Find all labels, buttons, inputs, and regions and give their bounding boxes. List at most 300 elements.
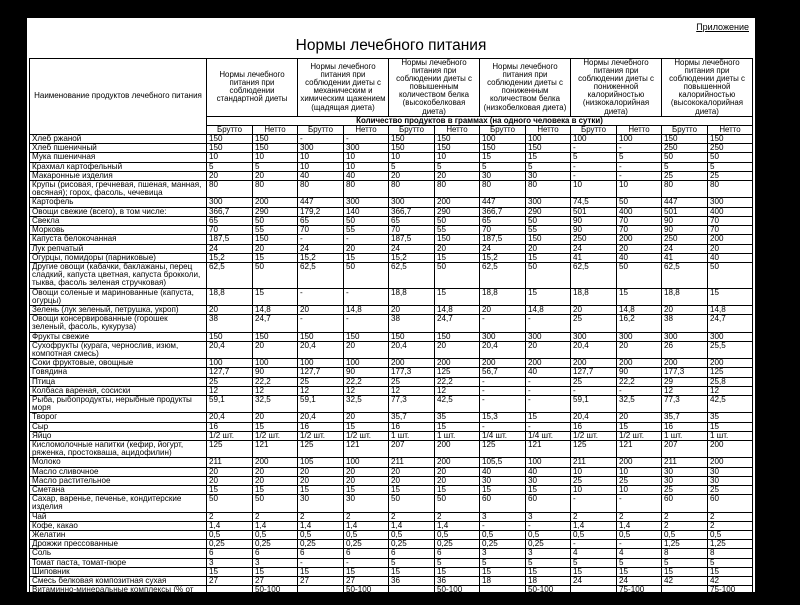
net-value-cell: 0,25	[526, 540, 571, 549]
gross-value-cell: -	[571, 386, 617, 395]
gross-value-cell: 16	[571, 422, 617, 431]
gross-value-cell: -	[480, 422, 526, 431]
gross-value-cell: 6	[389, 549, 435, 558]
net-value-cell: 121	[617, 440, 662, 457]
gross-value-cell: 20,4	[207, 341, 253, 358]
net-value-cell: 10	[617, 181, 662, 198]
net-value-cell: 10	[344, 162, 389, 171]
gross-value-cell: 5	[480, 558, 526, 567]
net-value-cell: 0,25	[253, 540, 298, 549]
gross-value-cell: 20	[298, 467, 344, 476]
net-value-cell: -	[526, 521, 571, 530]
table-row	[30, 422, 753, 431]
gross-value-cell: 179,2	[298, 207, 344, 216]
gross-value-cell: 300	[207, 198, 253, 207]
header-gross: Брутто	[571, 125, 617, 134]
net-value-cell: 25	[617, 476, 662, 485]
gross-value-cell: 200	[389, 359, 435, 368]
net-value-cell: 2	[435, 512, 480, 521]
gross-value-cell: -	[298, 135, 344, 144]
gross-value-cell: 0,5	[480, 531, 526, 540]
gross-value-cell: 60	[662, 495, 708, 512]
net-value-cell: 8	[708, 549, 753, 558]
net-value-cell: 90	[617, 368, 662, 377]
net-value-cell: -	[617, 162, 662, 171]
net-value-cell: 12	[253, 386, 298, 395]
net-value-cell: 15	[253, 253, 298, 262]
gross-value-cell: 150	[207, 332, 253, 341]
product-name-cell: Соль	[30, 549, 207, 558]
net-value-cell: 3	[526, 549, 571, 558]
product-name-cell: Картофель	[30, 198, 207, 207]
header-gross: Брутто	[207, 125, 253, 134]
net-value-cell: 5	[435, 162, 480, 171]
gross-value-cell: -	[298, 288, 344, 305]
gross-value-cell: 15,3	[480, 413, 526, 422]
gross-value-cell: 2	[662, 512, 708, 521]
gross-value-cell: 80	[207, 181, 253, 198]
gross-value-cell: 24	[389, 244, 435, 253]
gross-value-cell: 70	[298, 226, 344, 235]
gross-value-cell: 20	[298, 476, 344, 485]
net-value-cell: 100	[344, 458, 389, 467]
gross-value-cell: 25	[298, 377, 344, 386]
product-name-cell: Витаминно-минеральные комплексы (% от физиологической нормы)	[30, 586, 207, 603]
net-value-cell: 42	[708, 577, 753, 586]
gross-value-cell	[571, 586, 617, 603]
net-value-cell: 300	[344, 198, 389, 207]
product-name-cell: Хлеб пшеничный	[30, 144, 207, 153]
net-value-cell: 70	[708, 226, 753, 235]
net-value-cell: 121	[253, 440, 298, 457]
product-name-cell: Творог	[30, 413, 207, 422]
gross-value-cell: 1,25	[662, 540, 708, 549]
table-row	[30, 181, 753, 198]
net-value-cell: 200	[708, 235, 753, 244]
gross-value-cell: 10	[571, 181, 617, 198]
gross-value-cell: 50	[662, 153, 708, 162]
nutrition-table-wrapper	[29, 58, 752, 604]
gross-value-cell: 200	[571, 359, 617, 368]
net-value-cell: 50	[708, 153, 753, 162]
gross-value-cell: 100	[298, 359, 344, 368]
gross-value-cell: 150	[389, 144, 435, 153]
net-value-cell: 150	[253, 235, 298, 244]
gross-value-cell: 30	[298, 495, 344, 512]
net-value-cell: 27	[344, 577, 389, 586]
gross-value-cell: -	[480, 395, 526, 412]
gross-value-cell: 24	[571, 577, 617, 586]
gross-value-cell: 16	[389, 422, 435, 431]
net-value-cell: 70	[708, 216, 753, 225]
gross-value-cell: 1,4	[389, 521, 435, 530]
gross-value-cell: -	[480, 386, 526, 395]
net-value-cell: 12	[344, 386, 389, 395]
net-value-cell: 5	[617, 558, 662, 567]
gross-value-cell: 250	[571, 235, 617, 244]
product-name-cell: Другие овощи (кабачки, баклажаны, перец сладкий, капуста цветная, капуста брокколи, тыква, фасоль зеленая стручковая)	[30, 262, 207, 288]
gross-value-cell: 2	[571, 512, 617, 521]
gross-value-cell: 20	[389, 476, 435, 485]
net-value-cell: 15	[617, 422, 662, 431]
net-value-cell: 60	[526, 495, 571, 512]
gross-value-cell: 20	[389, 305, 435, 314]
gross-value-cell: 12	[662, 386, 708, 395]
gross-value-cell: 8	[662, 549, 708, 558]
gross-value-cell: 20	[389, 171, 435, 180]
net-value-cell: 150	[435, 332, 480, 341]
gross-value-cell: 447	[298, 198, 344, 207]
table-row	[30, 235, 753, 244]
product-name-cell: Крахмал картофельный	[30, 162, 207, 171]
net-value-cell: 50	[344, 216, 389, 225]
gross-value-cell: 2	[207, 512, 253, 521]
gross-value-cell: 70	[480, 226, 526, 235]
gross-value-cell: 10	[571, 467, 617, 476]
gross-value-cell: 5	[480, 162, 526, 171]
net-value-cell: 75-100	[708, 586, 753, 603]
gross-value-cell: 5	[207, 162, 253, 171]
net-value-cell: 150	[526, 144, 571, 153]
table-row	[30, 244, 753, 253]
gross-value-cell: 127,7	[207, 368, 253, 377]
net-value-cell: 55	[344, 226, 389, 235]
nutrition-norms-table	[29, 58, 753, 604]
net-value-cell: -	[617, 171, 662, 180]
net-value-cell: 55	[435, 226, 480, 235]
net-value-cell: -	[344, 315, 389, 332]
net-value-cell: 6	[344, 549, 389, 558]
product-name-cell: Масло растительное	[30, 476, 207, 485]
gross-value-cell: 10	[298, 162, 344, 171]
header-diet-low-protein: Нормы лечебного питания при соблюдении диеты с пониженным количеством белка (низкобелковая диета)	[480, 59, 571, 117]
table-row	[30, 162, 753, 171]
net-value-cell: 200	[617, 359, 662, 368]
net-value-cell: -	[617, 540, 662, 549]
gross-value-cell: 187,5	[389, 235, 435, 244]
gross-value-cell: 62,5	[389, 262, 435, 288]
net-value-cell: 2	[253, 512, 298, 521]
net-value-cell: 50-100	[253, 586, 298, 603]
gross-value-cell: 15	[298, 485, 344, 494]
net-value-cell: 2	[617, 512, 662, 521]
net-value-cell: 300	[526, 332, 571, 341]
net-value-cell: 5	[708, 162, 753, 171]
net-value-cell: 42,5	[435, 395, 480, 412]
net-value-cell: -	[344, 558, 389, 567]
net-value-cell: 150	[344, 332, 389, 341]
product-name-cell: Крупы (рисовая, гречневая, пшеная, манная, овсяная); горох, фасоль, чечевица	[30, 181, 207, 198]
gross-value-cell: 41	[662, 253, 708, 262]
net-value-cell: 24,7	[435, 315, 480, 332]
gross-value-cell: 25	[571, 377, 617, 386]
gross-value-cell: 18,8	[571, 288, 617, 305]
net-value-cell: 20	[344, 467, 389, 476]
gross-value-cell: 5	[571, 153, 617, 162]
net-value-cell: 15	[435, 253, 480, 262]
gross-value-cell: 41	[571, 253, 617, 262]
gross-value-cell: 18,8	[662, 288, 708, 305]
gross-value-cell: 5	[662, 558, 708, 567]
net-value-cell: 5	[526, 162, 571, 171]
net-value-cell: 1,4	[617, 521, 662, 530]
gross-value-cell: 300	[298, 144, 344, 153]
table-row	[30, 341, 753, 358]
net-value-cell: 80	[253, 181, 298, 198]
document-page	[27, 18, 755, 603]
gross-value-cell: 150	[207, 135, 253, 144]
net-value-cell: 15	[435, 485, 480, 494]
net-value-cell: 15	[253, 422, 298, 431]
net-value-cell: 125	[435, 368, 480, 377]
gross-value-cell: 2	[389, 512, 435, 521]
net-value-cell: 2	[708, 521, 753, 530]
net-value-cell: 6	[253, 549, 298, 558]
net-value-cell: 25,5	[708, 341, 753, 358]
gross-value-cell: -	[480, 521, 526, 530]
gross-value-cell: 2	[662, 521, 708, 530]
gross-value-cell: 150	[389, 135, 435, 144]
gross-value-cell: 20,4	[207, 413, 253, 422]
gross-value-cell: 127,7	[571, 368, 617, 377]
net-value-cell: 150	[435, 144, 480, 153]
net-value-cell: -	[617, 144, 662, 153]
net-value-cell: 200	[253, 458, 298, 467]
net-value-cell: 1/2 шт.	[617, 431, 662, 440]
gross-value-cell: 187,5	[480, 235, 526, 244]
gross-value-cell: 1/2 шт.	[207, 431, 253, 440]
product-name-cell: Овощи соленые и маринованные (капуста, огурцы)	[30, 288, 207, 305]
gross-value-cell: 1 шт.	[389, 431, 435, 440]
gross-value-cell: 30	[480, 476, 526, 485]
gross-value-cell: 27	[298, 577, 344, 586]
product-name-cell: Кисломолочные напитки (кефир, йогурт, ряженка, простокваша, ацидофилин)	[30, 440, 207, 457]
gross-value-cell: 3	[480, 549, 526, 558]
gross-value-cell: 447	[662, 198, 708, 207]
product-name-cell: Морковь	[30, 226, 207, 235]
gross-value-cell: 15	[389, 567, 435, 576]
gross-value-cell: 200	[480, 359, 526, 368]
gross-value-cell: 10	[298, 153, 344, 162]
net-value-cell: 20	[253, 341, 298, 358]
net-value-cell: 15	[253, 567, 298, 576]
gross-value-cell: 38	[662, 315, 708, 332]
gross-value-cell: 26	[662, 341, 708, 358]
net-value-cell: 290	[253, 207, 298, 216]
gross-value-cell: 24	[662, 244, 708, 253]
net-value-cell: 50	[617, 198, 662, 207]
gross-value-cell: 15,2	[480, 253, 526, 262]
gross-value-cell: 1,4	[298, 521, 344, 530]
gross-value-cell	[480, 586, 526, 603]
gross-value-cell: 62,5	[571, 262, 617, 288]
gross-value-cell: -	[571, 495, 617, 512]
product-name-cell: Колбаса вареная, сосиски	[30, 386, 207, 395]
net-value-cell: 15	[708, 422, 753, 431]
gross-value-cell: 150	[298, 332, 344, 341]
net-value-cell: 290	[435, 207, 480, 216]
net-value-cell: 32,5	[617, 395, 662, 412]
net-value-cell: 80	[435, 181, 480, 198]
gross-value-cell: 20,4	[298, 413, 344, 422]
net-value-cell: 15	[526, 567, 571, 576]
gross-value-cell: 59,1	[298, 395, 344, 412]
gross-value-cell: 20,4	[571, 341, 617, 358]
net-value-cell: 90	[344, 368, 389, 377]
net-value-cell: 30	[708, 467, 753, 476]
gross-value-cell: 15,2	[389, 253, 435, 262]
page-title: Нормы лечебного питания	[295, 37, 487, 54]
header-diet-high-protein: Нормы лечебного питания при соблюдении диеты с повышенным количеством белка (высокобелковая диета)	[389, 59, 480, 117]
net-value-cell: 80	[344, 181, 389, 198]
net-value-cell: 200	[617, 235, 662, 244]
gross-value-cell: 24	[571, 244, 617, 253]
net-value-cell: -	[344, 235, 389, 244]
header-net: Нетто	[435, 125, 480, 134]
table-header	[30, 59, 753, 135]
net-value-cell: 50	[435, 262, 480, 288]
net-value-cell: 30	[526, 476, 571, 485]
net-value-cell: 90	[253, 368, 298, 377]
gross-value-cell: -	[571, 162, 617, 171]
gross-value-cell: 1/2 шт.	[571, 431, 617, 440]
net-value-cell: 12	[708, 386, 753, 395]
gross-value-cell: 16	[207, 422, 253, 431]
gross-value-cell: -	[298, 235, 344, 244]
gross-value-cell: 74,5	[571, 198, 617, 207]
header-diet-high-calorie: Нормы лечебного питания при соблюдении диеты с повышенной калорийностью (высококалорийная диета)	[662, 59, 753, 117]
gross-value-cell: 15	[480, 485, 526, 494]
net-value-cell: 15	[435, 567, 480, 576]
net-value-cell: 150	[526, 235, 571, 244]
table-row	[30, 377, 753, 386]
gross-value-cell: 4	[571, 549, 617, 558]
gross-value-cell: 366,7	[480, 207, 526, 216]
net-value-cell: 15	[435, 288, 480, 305]
product-name-cell: Молоко	[30, 458, 207, 467]
net-value-cell: 20	[526, 341, 571, 358]
gross-value-cell: 150	[389, 332, 435, 341]
net-value-cell: 5	[435, 558, 480, 567]
gross-value-cell: 15	[662, 567, 708, 576]
net-value-cell: 50-100	[526, 586, 571, 603]
gross-value-cell: 59,1	[571, 395, 617, 412]
net-value-cell: 300	[617, 332, 662, 341]
net-value-cell: -	[526, 377, 571, 386]
table-row	[30, 586, 753, 603]
net-value-cell: 1,4	[253, 521, 298, 530]
net-value-cell: -	[526, 386, 571, 395]
gross-value-cell: 70	[389, 226, 435, 235]
net-value-cell: 200	[708, 359, 753, 368]
net-value-cell: 12	[435, 386, 480, 395]
appendix-label: Приложение	[696, 22, 749, 32]
gross-value-cell: 77,3	[662, 395, 708, 412]
header-net: Нетто	[253, 125, 298, 134]
gross-value-cell: 250	[662, 235, 708, 244]
table-row	[30, 558, 753, 567]
product-name-cell: Дрожжи прессованные	[30, 540, 207, 549]
gross-value-cell: 10	[389, 153, 435, 162]
net-value-cell: 1/4 шт.	[526, 431, 571, 440]
gross-value-cell: 20	[207, 305, 253, 314]
header-quantity: Количество продуктов в граммах (на одного человека в сутки)	[207, 116, 753, 125]
product-name-cell: Зелень (лук зеленый, петрушка, укроп)	[30, 305, 207, 314]
header-gross: Брутто	[480, 125, 526, 134]
gross-value-cell: 90	[571, 226, 617, 235]
gross-value-cell: 100	[571, 135, 617, 144]
gross-value-cell: 5	[662, 162, 708, 171]
net-value-cell: 5	[526, 558, 571, 567]
net-value-cell: 22,2	[617, 377, 662, 386]
net-value-cell: 15	[708, 288, 753, 305]
net-value-cell: 40	[526, 467, 571, 476]
net-value-cell: 50	[344, 262, 389, 288]
net-value-cell: 1/2 шт.	[253, 431, 298, 440]
gross-value-cell: 0,5	[571, 531, 617, 540]
gross-value-cell: 15	[207, 567, 253, 576]
net-value-cell: 20	[435, 244, 480, 253]
net-value-cell: 0,5	[526, 531, 571, 540]
product-name-cell: Свекла	[30, 216, 207, 225]
net-value-cell: 22,2	[344, 377, 389, 386]
gross-value-cell: 20	[389, 467, 435, 476]
gross-value-cell: 1,4	[571, 521, 617, 530]
gross-value-cell: 5	[389, 162, 435, 171]
net-value-cell: 5	[617, 153, 662, 162]
gross-value-cell: 20	[480, 305, 526, 314]
net-value-cell: 50	[617, 262, 662, 288]
gross-value-cell: 90	[571, 216, 617, 225]
gross-value-cell: 125	[480, 440, 526, 457]
net-value-cell: -	[526, 395, 571, 412]
gross-value-cell: -	[480, 377, 526, 386]
product-name-cell: Соки фруктовые, овощные	[30, 359, 207, 368]
gross-value-cell: 25	[571, 476, 617, 485]
product-name-cell: Фрукты свежие	[30, 332, 207, 341]
product-name-cell: Масло сливочное	[30, 467, 207, 476]
gross-value-cell: 15	[480, 153, 526, 162]
net-value-cell: 20	[435, 171, 480, 180]
gross-value-cell: 10	[571, 485, 617, 494]
net-value-cell: 15	[617, 288, 662, 305]
net-value-cell: 150	[253, 332, 298, 341]
gross-value-cell: 65	[480, 216, 526, 225]
gross-value-cell: 300	[389, 198, 435, 207]
net-value-cell: 20	[344, 413, 389, 422]
gross-value-cell: 1/4 шт.	[480, 431, 526, 440]
net-value-cell: 300	[344, 144, 389, 153]
net-value-cell: 150	[708, 135, 753, 144]
net-value-cell: 15	[526, 153, 571, 162]
product-name-cell: Смесь белковая композитная сухая	[30, 577, 207, 586]
net-value-cell: 50-100	[344, 586, 389, 603]
net-value-cell: 50	[253, 495, 298, 512]
gross-value-cell: 18,8	[480, 288, 526, 305]
gross-value-cell: 300	[480, 332, 526, 341]
net-value-cell: 35	[435, 413, 480, 422]
net-value-cell: 32,5	[253, 395, 298, 412]
net-value-cell: 70	[617, 216, 662, 225]
gross-value-cell: 38	[207, 315, 253, 332]
net-value-cell: 20	[435, 341, 480, 358]
gross-value-cell: -	[571, 144, 617, 153]
net-value-cell: 15	[253, 485, 298, 494]
net-value-cell: 200	[435, 359, 480, 368]
net-value-cell: 55	[253, 226, 298, 235]
gross-value-cell: 24	[298, 244, 344, 253]
product-name-cell: Сухофрукты (курага, чернослив, изюм, компотная смесь)	[30, 341, 207, 358]
